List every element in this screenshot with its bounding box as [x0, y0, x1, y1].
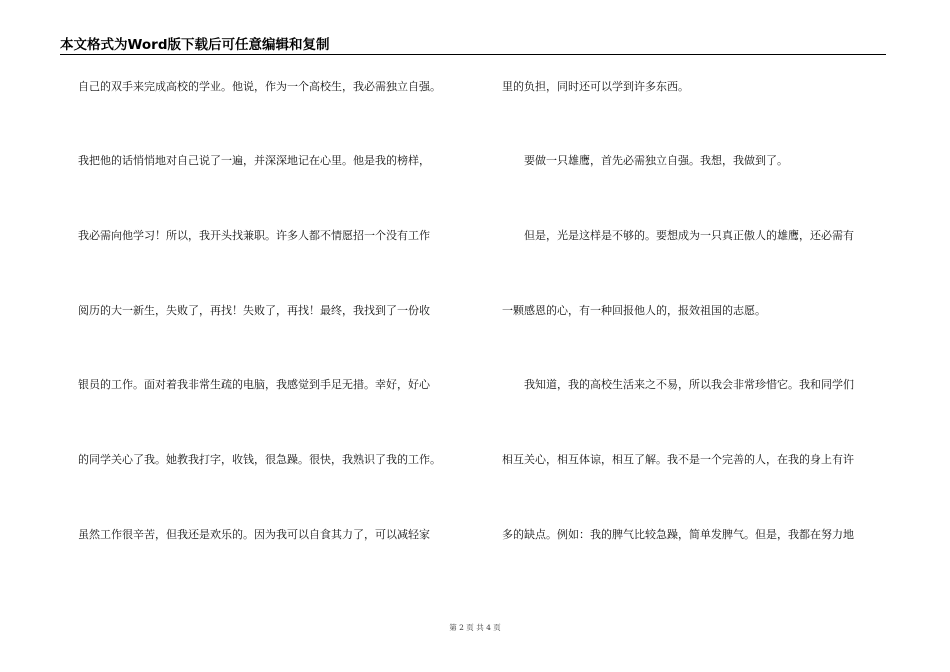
header-title: 本文格式为Word版下载后可任意编辑和复制	[60, 37, 330, 53]
text-line: 虽然工作很辛苦，但我还是欢乐的。因为我可以自食其力了，可以减轻家	[78, 528, 430, 541]
text-line: 里的负担，同时还可以学到许多东西。	[502, 80, 689, 93]
page-number: 第 2 页 共 4 页	[449, 623, 501, 632]
text-line: 相互关心，相互体谅，相互了解。我不是一个完善的人，在我的身上有许	[502, 453, 854, 466]
text-line: 银员的工作。面对着我非常生疏的电脑，我感觉到手足无措。幸好，好心	[78, 378, 430, 391]
text-line: 多的缺点。例如：我的脾气比较急躁，简单发脾气。但是，我都在努力地	[502, 528, 854, 541]
text-line: 我把他的话悄悄地对自己说了一遍，并深深地记在心里。他是我的榜样，	[78, 154, 430, 167]
text-line: 自己的双手来完成高校的学业。他说，作为一个高校生，我必需独立自强。	[78, 80, 441, 93]
page-header	[60, 36, 886, 54]
text-line: 我必需向他学习！所以，我开头找兼职。许多人都不情愿招一个没有工作	[78, 229, 430, 242]
header-divider	[60, 54, 886, 55]
text-line: 一颗感恩的心，有一种回报他人的，报效祖国的志愿。	[502, 304, 766, 317]
paragraph-start-line: 我知道，我的高校生活来之不易，所以我会非常珍惜它。我和同学们	[524, 378, 854, 391]
text-line: 的同学关心了我。她教我打字，收钱，很急躁。很快，我熟识了我的工作。	[78, 453, 441, 466]
paragraph-start-line: 要做一只雄鹰，首先必需独立自强。我想，我做到了。	[524, 154, 788, 167]
paragraph-start-line: 但是，光是这样是不够的。要想成为一只真正傲人的雄鹰，还必需有	[524, 229, 854, 242]
text-line: 阅历的大一新生，失败了，再找！失败了，再找！最终，我找到了一份收	[78, 304, 430, 317]
